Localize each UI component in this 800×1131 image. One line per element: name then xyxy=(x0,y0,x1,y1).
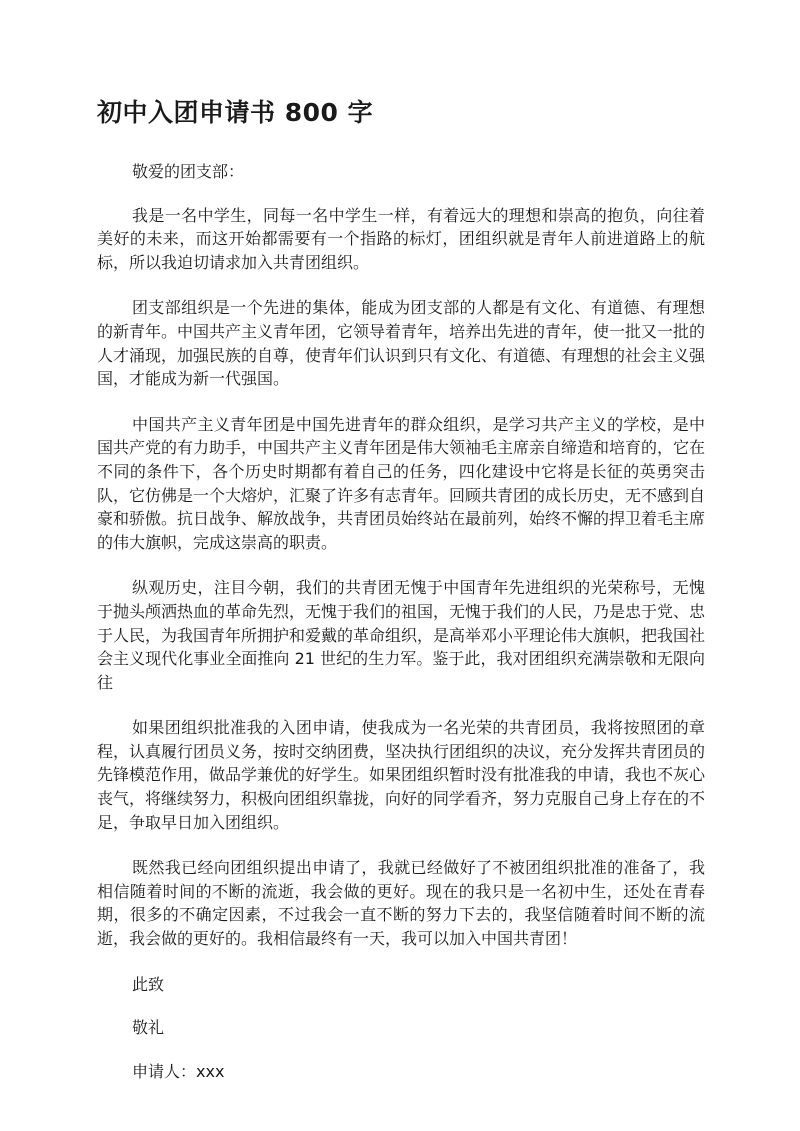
salutation: 敬爱的团支部： xyxy=(132,162,245,181)
closing-line-2: 敬礼 xyxy=(132,1018,165,1038)
paragraph-3: 中国共产主义青年团是中国先进青年的群众组织，是学习共产主义的学校，是中国共产党的有力助手，中国共产主义青年团是伟大领袖毛主席亲自缔造和培育的，它在不同的条件下，各个历史时期都有着自己的任务，四化建设中它将是长征的英勇突击队，它仿佛是一个大熔炉，汇聚了许多有志青年。回顾共青团的成长历史，无不感到自豪和骄傲。抗日战争、解放战争，共青团员始终站在最前列，始终不懈的捍卫着毛主席的伟大旗帜，完成这崇高的职责。 xyxy=(97,414,706,552)
document-title: 初中入团申请书 800 字 xyxy=(97,98,374,127)
document-body xyxy=(97,160,705,1103)
paragraph-4: 纵观历史，注目今朝，我们的共青团无愧于中国青年先进组织的光荣称号，无愧于抛头颅洒热血的革命先烈，无愧于我们的祖国，无愧于我们的人民，乃是忠于党、忠于人民，为我国青年所拥护和爱戴的革命组织，是高举邓小平理论伟大旗帜，把我国社会主义现代化事业全面推向 21 世纪的生力军。鉴于此，我对团组织充满崇敬和无限向往 xyxy=(97,578,706,692)
closing-line-1: 此致 xyxy=(132,974,165,994)
paragraph-5: 如果团组织批准我的入团申请，使我成为一名光荣的共青团员，我将按照团的章程，认真履行团员义务，按时交纳团费，坚决执行团组织的决议，充分发挥共青团员的先锋模范作用，做品学兼优的好学生。如果团组织暂时没有批准我的申请，我也不灰心丧气，将继续努力，积极向团组织靠拢，向好的同学看齐，努力克服自己身上存在的不足，争取早日加入团组织。 xyxy=(97,718,706,832)
signature: 申请人：xxx xyxy=(132,1061,225,1081)
paragraph-2: 团支部组织是一个先进的集体，能成为团支部的人都是有文化、有道德、有理想的新青年。中国共产主义青年团，它领导着青年，培养出先进的青年，使一批又一批的人才涌现，加强民族的自尊，使青年们认识到只有文化、有道德、有理想的社会主义强国，才能成为新一代强国。 xyxy=(97,298,706,389)
paragraph-6: 既然我已经向团组织提出申请了，我就已经做好了不被团组织批准的准备了，我相信随着时间的不断的流逝，我会做的更好。现在的我只是一名初中生，还处在青春期，很多的不确定因素，不过我会一直不断的努力下去的，我坚信随着时间不断的流逝，我会做的更好的。我相信最终有一天，我可以加入中国共青团！ xyxy=(97,858,705,949)
paragraph-1: 我是一名中学生，同每一名中学生一样，有着远大的理想和崇高的抱负，向往着美好的未来，而这开始都需要有一个指路的标灯，团组织就是青年人前进道路上的航标，所以我迫切请求加入共青团组织。 xyxy=(97,205,705,272)
